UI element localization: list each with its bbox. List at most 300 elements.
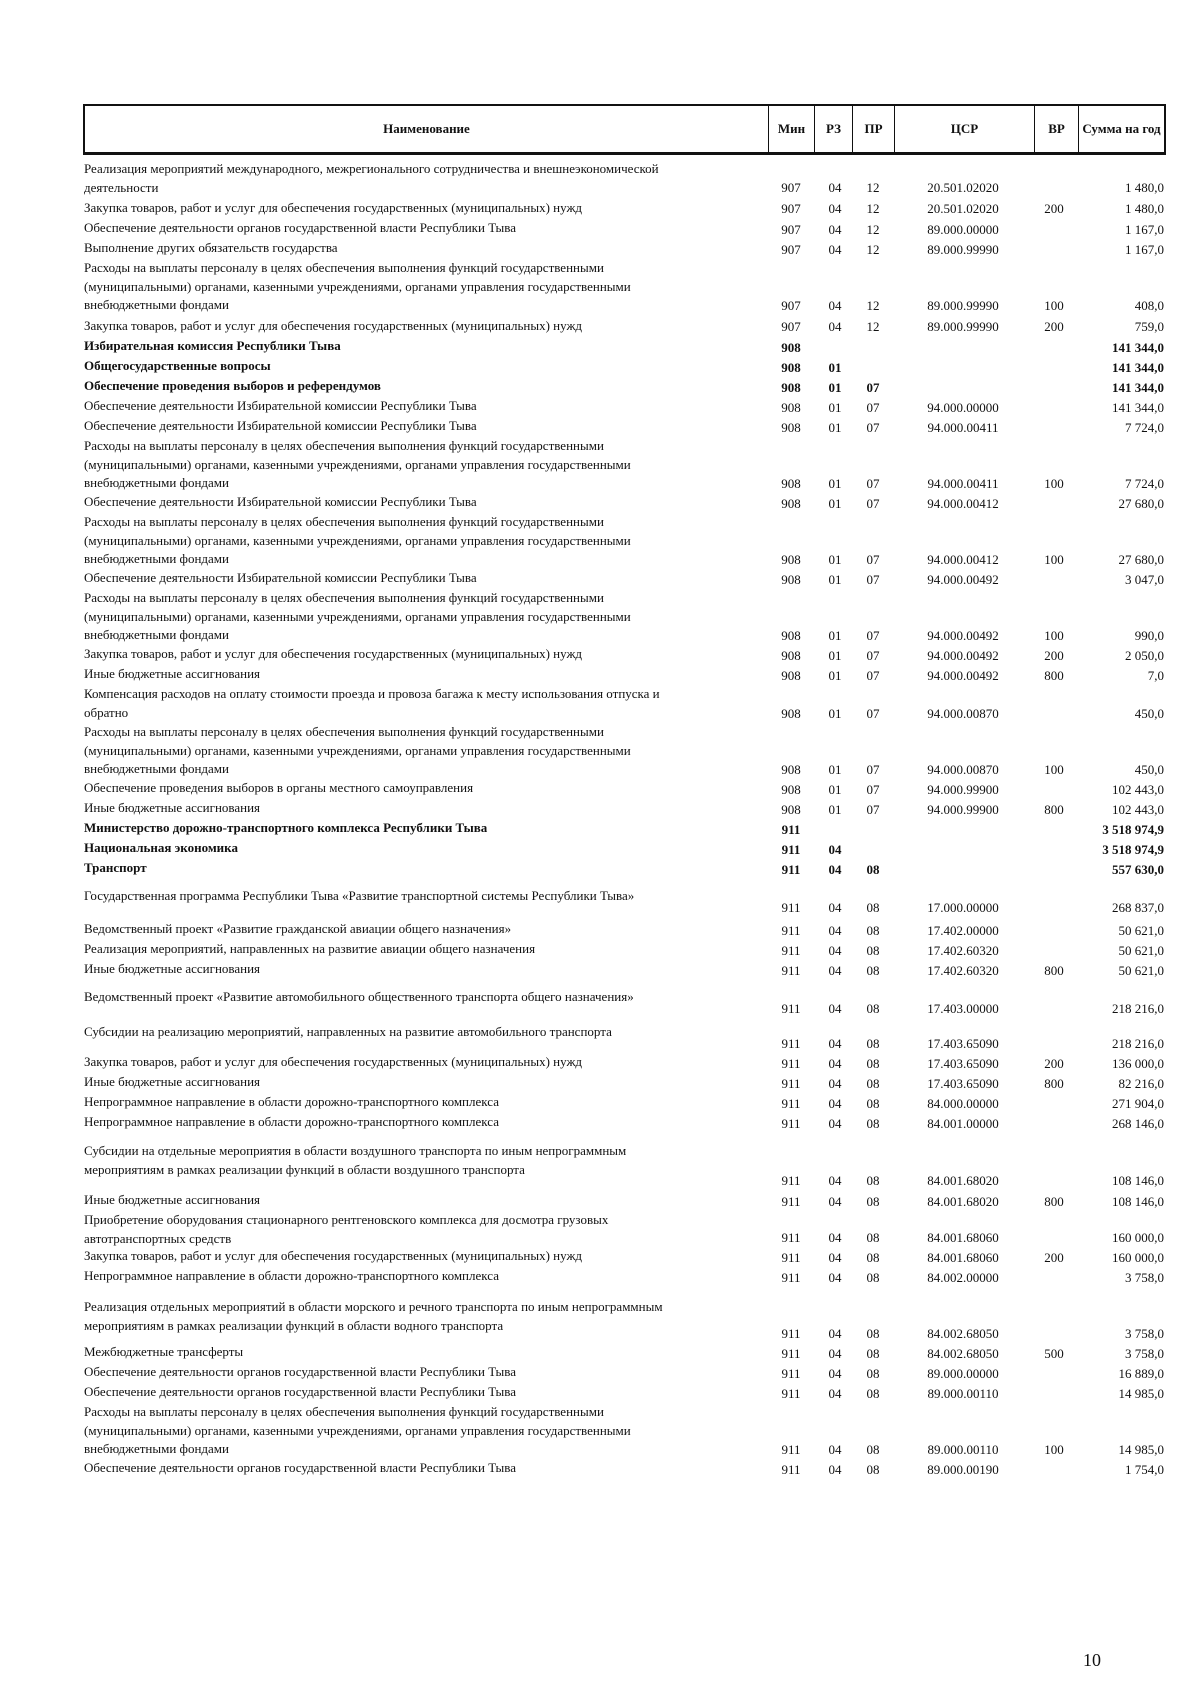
row-csr: 17.402.60320 bbox=[927, 942, 999, 958]
table-row bbox=[83, 1023, 1166, 1053]
row-sum: 1 167,0 bbox=[1125, 221, 1164, 237]
row-rz: 01 bbox=[828, 801, 842, 817]
row-vr: 200 bbox=[1044, 318, 1064, 334]
row-min: 911 bbox=[781, 1441, 801, 1457]
row-csr: 84.001.68060 bbox=[927, 1229, 999, 1245]
row-vr: 200 bbox=[1044, 647, 1064, 663]
row-vr: 100 bbox=[1044, 551, 1064, 567]
table-row bbox=[83, 1211, 1166, 1247]
row-sum: 218 216,0 bbox=[1112, 1035, 1164, 1051]
row-sum: 3 758,0 bbox=[1125, 1325, 1164, 1341]
table-row bbox=[83, 1073, 1166, 1093]
row-pr: 07 bbox=[866, 801, 880, 817]
table-row bbox=[83, 377, 1166, 397]
row-name: Расходы на выплаты персоналу в целях обеспечения выполнения функций государственными (муниципальными) органами, казенными учреждениями, органами управления государственными внебюджетными фондами bbox=[84, 438, 631, 490]
row-csr: 17.402.00000 bbox=[927, 922, 999, 938]
table-row bbox=[83, 665, 1166, 685]
row-rz: 04 bbox=[828, 1095, 842, 1111]
row-rz: 04 bbox=[828, 1000, 842, 1016]
row-name: Иные бюджетные ассигнования bbox=[84, 800, 261, 815]
row-min: 911 bbox=[781, 962, 801, 978]
row-pr: 12 bbox=[866, 221, 880, 237]
row-pr: 08 bbox=[866, 1461, 880, 1477]
row-csr: 17.403.65090 bbox=[927, 1035, 999, 1051]
row-vr: 100 bbox=[1044, 627, 1064, 643]
row-sum: 759,0 bbox=[1134, 318, 1164, 334]
row-name: Общегосударственные вопросы bbox=[84, 358, 271, 373]
row-min: 911 bbox=[781, 899, 801, 915]
row-vr: 200 bbox=[1044, 1055, 1064, 1071]
row-sum: 1 754,0 bbox=[1125, 1461, 1164, 1477]
row-csr: 89.000.99990 bbox=[927, 297, 999, 313]
row-name: Закупка товаров, работ и услуг для обеспечения государственных (муниципальных) нужд bbox=[84, 318, 583, 333]
row-pr: 12 bbox=[866, 179, 880, 195]
row-pr: 08 bbox=[866, 1249, 880, 1265]
row-pr: 07 bbox=[866, 379, 880, 395]
row-name: Обеспечение деятельности Избирательной комиссии Республики Тыва bbox=[84, 398, 477, 413]
row-min: 911 bbox=[781, 1345, 801, 1361]
row-pr: 08 bbox=[866, 1325, 880, 1341]
row-name: Избирательная комиссия Республики Тыва bbox=[84, 338, 341, 353]
row-rz: 04 bbox=[828, 1441, 842, 1457]
table-row bbox=[83, 513, 1166, 569]
row-pr: 08 bbox=[866, 1035, 880, 1051]
row-rz: 04 bbox=[828, 899, 842, 915]
header-rz: РЗ bbox=[814, 106, 852, 152]
row-csr: 84.002.00000 bbox=[927, 1269, 999, 1285]
row-name: Обеспечение деятельности Избирательной комиссии Республики Тыва bbox=[84, 494, 477, 509]
row-name: Обеспечение деятельности органов государственной власти Республики Тыва bbox=[84, 1460, 516, 1475]
row-name: Обеспечение деятельности органов государственной власти Республики Тыва bbox=[84, 220, 516, 235]
row-rz: 04 bbox=[828, 1229, 842, 1245]
row-vr: 800 bbox=[1044, 962, 1064, 978]
row-min: 911 bbox=[781, 1055, 801, 1071]
row-csr: 84.001.68060 bbox=[927, 1249, 999, 1265]
table-body bbox=[83, 154, 1166, 1477]
row-name: Непрограммное направление в области дорожно-транспортного комплекса bbox=[84, 1094, 499, 1109]
row-pr: 12 bbox=[866, 318, 880, 334]
row-csr: 84.001.68020 bbox=[927, 1193, 999, 1209]
row-sum: 557 630,0 bbox=[1112, 861, 1164, 877]
row-pr: 08 bbox=[866, 1269, 880, 1285]
row-min: 907 bbox=[781, 297, 801, 313]
row-csr: 89.000.00000 bbox=[927, 1365, 999, 1381]
row-sum: 160 000,0 bbox=[1112, 1229, 1164, 1245]
row-sum: 3 758,0 bbox=[1125, 1345, 1164, 1361]
row-pr: 07 bbox=[866, 781, 880, 797]
row-rz: 04 bbox=[828, 1325, 842, 1341]
row-rz: 04 bbox=[828, 1075, 842, 1091]
row-name: Закупка товаров, работ и услуг для обеспечения государственных (муниципальных) нужд bbox=[84, 646, 583, 661]
row-vr: 800 bbox=[1044, 667, 1064, 683]
row-name: Обеспечение деятельности Избирательной комиссии Республики Тыва bbox=[84, 570, 477, 585]
row-rz: 04 bbox=[828, 200, 842, 216]
row-sum: 7,0 bbox=[1147, 667, 1164, 683]
table-row bbox=[83, 160, 1166, 197]
table-row bbox=[83, 493, 1166, 513]
row-min: 908 bbox=[781, 647, 801, 663]
row-rz: 01 bbox=[828, 647, 842, 663]
table-row bbox=[83, 1191, 1166, 1211]
row-rz: 04 bbox=[828, 318, 842, 334]
row-pr: 07 bbox=[866, 475, 880, 491]
row-sum: 990,0 bbox=[1134, 627, 1164, 643]
row-pr: 08 bbox=[866, 1115, 880, 1131]
row-min: 907 bbox=[781, 179, 801, 195]
row-rz: 04 bbox=[828, 1249, 842, 1265]
row-csr: 89.000.00110 bbox=[927, 1385, 999, 1401]
row-name: Обеспечение деятельности органов государственной власти Республики Тыва bbox=[84, 1364, 516, 1379]
row-min: 908 bbox=[781, 667, 801, 683]
row-rz: 04 bbox=[828, 221, 842, 237]
row-rz: 01 bbox=[828, 705, 842, 721]
row-min: 911 bbox=[781, 1269, 801, 1285]
row-csr: 84.002.68050 bbox=[927, 1325, 999, 1341]
row-name: Реализация отдельных мероприятий в области морского и речного транспорта по иным непрограммным мероприятиям в рамках реализации функций в области водного транспорта bbox=[84, 1299, 663, 1333]
header-sum: Сумма на год bbox=[1078, 106, 1164, 152]
row-min: 911 bbox=[781, 1249, 801, 1265]
row-name: Закупка товаров, работ и услуг для обеспечения государственных (муниципальных) нужд bbox=[84, 200, 583, 215]
row-sum: 108 146,0 bbox=[1112, 1193, 1164, 1209]
table-row bbox=[83, 685, 1166, 723]
row-sum: 160 000,0 bbox=[1112, 1249, 1164, 1265]
row-name: Национальная экономика bbox=[84, 840, 238, 855]
budget-table bbox=[83, 104, 1166, 1477]
row-rz: 04 bbox=[828, 1193, 842, 1209]
row-name: Транспорт bbox=[84, 860, 147, 875]
row-min: 911 bbox=[781, 861, 801, 877]
row-min: 908 bbox=[781, 359, 801, 375]
table-row bbox=[83, 437, 1166, 493]
row-pr: 12 bbox=[866, 200, 880, 216]
row-min: 908 bbox=[781, 379, 801, 395]
row-min: 908 bbox=[781, 475, 801, 491]
row-sum: 82 216,0 bbox=[1118, 1075, 1164, 1091]
row-sum: 27 680,0 bbox=[1118, 495, 1164, 511]
row-sum: 141 344,0 bbox=[1112, 359, 1164, 375]
row-sum: 3 518 974,9 bbox=[1102, 821, 1164, 837]
table-row bbox=[83, 417, 1166, 437]
row-rz: 01 bbox=[828, 667, 842, 683]
row-rz: 01 bbox=[828, 475, 842, 491]
table-row bbox=[83, 779, 1166, 799]
table-row bbox=[83, 1247, 1166, 1267]
table-row bbox=[83, 317, 1166, 336]
table-row bbox=[83, 239, 1166, 259]
row-sum: 218 216,0 bbox=[1112, 1000, 1164, 1016]
row-name: Реализация мероприятий, направленных на развитие авиации общего назначения bbox=[84, 941, 536, 956]
row-csr: 84.001.00000 bbox=[927, 1115, 999, 1131]
row-rz: 04 bbox=[828, 1172, 842, 1188]
row-min: 908 bbox=[781, 399, 801, 415]
row-csr: 94.000.00000 bbox=[927, 399, 999, 415]
row-sum: 102 443,0 bbox=[1112, 781, 1164, 797]
row-csr: 17.403.00000 bbox=[927, 1000, 999, 1016]
row-pr: 07 bbox=[866, 705, 880, 721]
row-rz: 04 bbox=[828, 241, 842, 257]
table-row bbox=[83, 589, 1166, 645]
table-row bbox=[83, 920, 1166, 940]
row-vr: 100 bbox=[1044, 475, 1064, 491]
row-sum: 2 050,0 bbox=[1125, 647, 1164, 663]
row-name: Иные бюджетные ассигнования bbox=[84, 1192, 261, 1207]
row-name: Расходы на выплаты персоналу в целях обеспечения выполнения функций государственными (муниципальными) органами, казенными учреждениями, органами управления государственными внебюджетными фондами bbox=[84, 260, 631, 312]
table-row bbox=[83, 645, 1166, 665]
row-min: 908 bbox=[781, 551, 801, 567]
row-name: Иные бюджетные ассигнования bbox=[84, 1074, 261, 1089]
row-sum: 136 000,0 bbox=[1112, 1055, 1164, 1071]
row-pr: 08 bbox=[866, 1385, 880, 1401]
table-row bbox=[83, 219, 1166, 239]
row-min: 911 bbox=[781, 1193, 801, 1209]
row-min: 908 bbox=[781, 627, 801, 643]
table-row bbox=[83, 1093, 1166, 1113]
row-rz: 04 bbox=[828, 1345, 842, 1361]
row-csr: 94.000.00411 bbox=[927, 419, 999, 435]
header-min: Мин bbox=[768, 106, 814, 152]
row-min: 908 bbox=[781, 419, 801, 435]
row-name: Ведомственный проект «Развитие гражданской авиации общего назначения» bbox=[84, 921, 512, 936]
row-min: 908 bbox=[781, 495, 801, 511]
row-sum: 450,0 bbox=[1134, 705, 1164, 721]
row-name: Субсидии на отдельные мероприятия в области воздушного транспорта по иным непрограммным мероприятиям в рамках реализации функций в области воздушного транспорта bbox=[84, 1143, 627, 1177]
table-row bbox=[83, 337, 1166, 357]
row-sum: 1 480,0 bbox=[1125, 179, 1164, 195]
row-csr: 84.000.00000 bbox=[927, 1095, 999, 1111]
row-sum: 1 480,0 bbox=[1125, 200, 1164, 216]
row-csr: 89.000.99990 bbox=[927, 241, 999, 257]
row-name: Обеспечение проведения выборов в органы местного самоуправления bbox=[84, 780, 474, 795]
row-name: Обеспечение деятельности Избирательной комиссии Республики Тыва bbox=[84, 418, 477, 433]
row-csr: 84.001.68020 bbox=[927, 1172, 999, 1188]
row-min: 907 bbox=[781, 221, 801, 237]
row-csr: 94.000.00492 bbox=[927, 667, 999, 683]
row-min: 911 bbox=[781, 1172, 801, 1188]
row-sum: 141 344,0 bbox=[1112, 379, 1164, 395]
row-pr: 08 bbox=[866, 942, 880, 958]
table-row bbox=[83, 199, 1166, 218]
row-pr: 08 bbox=[866, 1365, 880, 1381]
row-name: Приобретение оборудования стационарного рентгеновского комплекса для досмотра грузовых автотранспортных средств bbox=[84, 1212, 609, 1246]
row-csr: 17.403.65090 bbox=[927, 1075, 999, 1091]
row-csr: 84.002.68050 bbox=[927, 1345, 999, 1361]
row-rz: 01 bbox=[828, 379, 842, 395]
row-vr: 800 bbox=[1044, 1193, 1064, 1209]
table-row bbox=[83, 960, 1166, 980]
row-min: 911 bbox=[781, 1365, 801, 1381]
row-csr: 94.000.00412 bbox=[927, 495, 999, 511]
header-vr: ВР bbox=[1034, 106, 1078, 152]
row-rz: 04 bbox=[828, 1055, 842, 1071]
table-row bbox=[83, 1267, 1166, 1287]
row-sum: 268 146,0 bbox=[1112, 1115, 1164, 1131]
row-rz: 04 bbox=[828, 297, 842, 313]
table-row bbox=[83, 799, 1166, 819]
table-row bbox=[83, 988, 1166, 1018]
row-min: 908 bbox=[781, 801, 801, 817]
row-min: 911 bbox=[781, 1000, 801, 1016]
row-sum: 268 837,0 bbox=[1112, 899, 1164, 915]
row-sum: 16 889,0 bbox=[1118, 1365, 1164, 1381]
row-csr: 94.000.00492 bbox=[927, 571, 999, 587]
row-rz: 04 bbox=[828, 1461, 842, 1477]
row-min: 911 bbox=[781, 1075, 801, 1091]
header-name: Наименование bbox=[383, 121, 470, 136]
row-pr: 08 bbox=[866, 1000, 880, 1016]
row-min: 911 bbox=[781, 942, 801, 958]
row-min: 911 bbox=[781, 1035, 801, 1051]
header-pr: ПР bbox=[852, 106, 894, 152]
page-number: 10 bbox=[1083, 1650, 1101, 1670]
row-sum: 3 047,0 bbox=[1125, 571, 1164, 587]
row-pr: 08 bbox=[866, 1193, 880, 1209]
row-min: 911 bbox=[781, 841, 801, 857]
row-name: Иные бюджетные ассигнования bbox=[84, 666, 261, 681]
table-row bbox=[83, 1113, 1166, 1133]
row-csr: 20.501.02020 bbox=[927, 200, 999, 216]
row-pr: 07 bbox=[866, 495, 880, 511]
row-min: 911 bbox=[781, 821, 801, 837]
row-sum: 50 621,0 bbox=[1118, 962, 1164, 978]
row-rz: 04 bbox=[828, 922, 842, 938]
row-pr: 12 bbox=[866, 297, 880, 313]
row-sum: 14 985,0 bbox=[1118, 1385, 1164, 1401]
row-name: Иные бюджетные ассигнования bbox=[84, 961, 261, 976]
row-vr: 500 bbox=[1044, 1345, 1064, 1361]
row-vr: 200 bbox=[1044, 200, 1064, 216]
table-row bbox=[83, 1403, 1166, 1459]
row-pr: 08 bbox=[866, 1075, 880, 1091]
row-name: Министерство дорожно-транспортного комплекса Республики Тыва bbox=[84, 820, 488, 835]
row-rz: 01 bbox=[828, 761, 842, 777]
row-min: 911 bbox=[781, 1095, 801, 1111]
row-vr: 200 bbox=[1044, 1249, 1064, 1265]
row-sum: 7 724,0 bbox=[1125, 475, 1164, 491]
row-name: Обеспечение проведения выборов и референдумов bbox=[84, 378, 381, 393]
row-csr: 94.000.00492 bbox=[927, 627, 999, 643]
row-min: 908 bbox=[781, 571, 801, 587]
row-name: Непрограммное направление в области дорожно-транспортного комплекса bbox=[84, 1268, 499, 1283]
row-sum: 141 344,0 bbox=[1112, 399, 1164, 415]
row-csr: 94.000.00870 bbox=[927, 761, 999, 777]
row-min: 907 bbox=[781, 241, 801, 257]
row-rz: 01 bbox=[828, 571, 842, 587]
row-rz: 04 bbox=[828, 179, 842, 195]
row-rz: 01 bbox=[828, 419, 842, 435]
row-csr: 94.000.00492 bbox=[927, 647, 999, 663]
row-sum: 27 680,0 bbox=[1118, 551, 1164, 567]
row-name: Расходы на выплаты персоналу в целях обеспечения выполнения функций государственными (муниципальными) органами, казенными учреждениями, органами управления государственными внебюджетными фондами bbox=[84, 1404, 631, 1456]
row-sum: 102 443,0 bbox=[1112, 801, 1164, 817]
row-min: 911 bbox=[781, 1229, 801, 1245]
row-min: 908 bbox=[781, 705, 801, 721]
table-row bbox=[83, 819, 1166, 839]
row-name: Компенсация расходов на оплату стоимости проезда и провоза багажа к месту использования отпуска и обратно bbox=[84, 686, 660, 720]
row-pr: 07 bbox=[866, 667, 880, 683]
row-pr: 07 bbox=[866, 627, 880, 643]
table-row bbox=[83, 940, 1166, 960]
row-rz: 04 bbox=[828, 942, 842, 958]
row-rz: 01 bbox=[828, 551, 842, 567]
row-pr: 08 bbox=[866, 1345, 880, 1361]
row-csr: 17.402.60320 bbox=[927, 962, 999, 978]
table-row bbox=[83, 1459, 1166, 1479]
table-header bbox=[83, 104, 1166, 154]
row-min: 911 bbox=[781, 1461, 801, 1477]
table-row bbox=[83, 1343, 1166, 1363]
row-sum: 450,0 bbox=[1134, 761, 1164, 777]
row-sum: 3 518 974,9 bbox=[1102, 841, 1164, 857]
row-sum: 50 621,0 bbox=[1118, 922, 1164, 938]
row-sum: 408,0 bbox=[1134, 297, 1164, 313]
row-name: Закупка товаров, работ и услуг для обеспечения государственных (муниципальных) нужд bbox=[84, 1054, 583, 1069]
row-sum: 271 904,0 bbox=[1112, 1095, 1164, 1111]
row-csr: 17.000.00000 bbox=[927, 899, 999, 915]
row-pr: 12 bbox=[866, 241, 880, 257]
row-name: Непрограммное направление в области дорожно-транспортного комплекса bbox=[84, 1114, 499, 1129]
row-name: Реализация мероприятий международного, межрегионального сотрудничества и внешнеэкономической деятельности bbox=[84, 161, 659, 195]
row-csr: 89.000.00190 bbox=[927, 1461, 999, 1477]
table-row bbox=[83, 1298, 1166, 1343]
row-rz: 04 bbox=[828, 861, 842, 877]
row-name: Выполнение других обязательств государства bbox=[84, 240, 338, 255]
row-pr: 08 bbox=[866, 1441, 880, 1457]
row-name: Обеспечение деятельности органов государственной власти Республики Тыва bbox=[84, 1384, 516, 1399]
row-csr: 94.000.00412 bbox=[927, 551, 999, 567]
row-sum: 108 146,0 bbox=[1112, 1172, 1164, 1188]
row-rz: 04 bbox=[828, 1035, 842, 1051]
row-csr: 94.000.00870 bbox=[927, 705, 999, 721]
row-name: Расходы на выплаты персоналу в целях обеспечения выполнения функций государственными (муниципальными) органами, казенными учреждениями, органами управления государственными внебюджетными фондами bbox=[84, 724, 631, 776]
table-row bbox=[83, 1142, 1166, 1190]
row-rz: 01 bbox=[828, 399, 842, 415]
row-csr: 89.000.99990 bbox=[927, 318, 999, 334]
row-rz: 04 bbox=[828, 962, 842, 978]
table-row bbox=[83, 569, 1166, 589]
row-pr: 08 bbox=[866, 899, 880, 915]
row-sum: 7 724,0 bbox=[1125, 419, 1164, 435]
row-vr: 800 bbox=[1044, 801, 1064, 817]
row-pr: 07 bbox=[866, 399, 880, 415]
row-vr: 100 bbox=[1044, 1441, 1064, 1457]
table-row bbox=[83, 397, 1166, 417]
table-row bbox=[83, 357, 1166, 377]
row-rz: 01 bbox=[828, 781, 842, 797]
row-csr: 89.000.00110 bbox=[927, 1441, 999, 1457]
row-pr: 08 bbox=[866, 922, 880, 938]
table-row bbox=[83, 259, 1166, 315]
row-pr: 07 bbox=[866, 761, 880, 777]
row-csr: 17.403.65090 bbox=[927, 1055, 999, 1071]
row-name: Закупка товаров, работ и услуг для обеспечения государственных (муниципальных) нужд bbox=[84, 1248, 583, 1263]
row-csr: 94.000.99900 bbox=[927, 781, 999, 797]
row-pr: 08 bbox=[866, 1172, 880, 1188]
table-row bbox=[83, 839, 1166, 859]
row-pr: 07 bbox=[866, 647, 880, 663]
row-pr: 07 bbox=[866, 571, 880, 587]
row-pr: 07 bbox=[866, 551, 880, 567]
row-csr: 20.501.02020 bbox=[927, 179, 999, 195]
row-rz: 04 bbox=[828, 1115, 842, 1131]
row-min: 911 bbox=[781, 1325, 801, 1341]
row-pr: 07 bbox=[866, 419, 880, 435]
row-pr: 08 bbox=[866, 1095, 880, 1111]
row-min: 908 bbox=[781, 339, 801, 355]
row-pr: 08 bbox=[866, 1229, 880, 1245]
row-rz: 01 bbox=[828, 627, 842, 643]
row-sum: 1 167,0 bbox=[1125, 241, 1164, 257]
row-rz: 04 bbox=[828, 1385, 842, 1401]
